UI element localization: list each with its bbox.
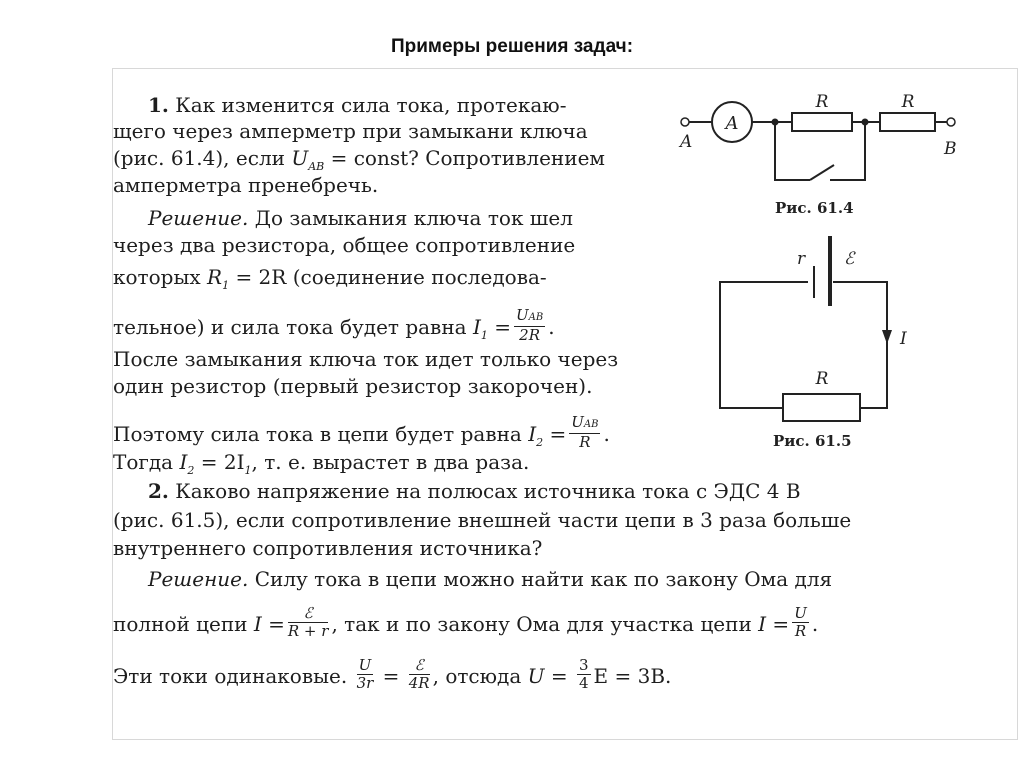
problem1-solution-line2: через два резистора, общее сопротивление (113, 233, 576, 257)
emf-label: ℰ (844, 249, 855, 269)
problem1-line4: амперметра пренебречь. (113, 173, 379, 197)
wire-right-loop (833, 282, 887, 408)
fraction-3-4: $\frac{3}{4}$ (578, 656, 589, 692)
ammeter-label: A (725, 113, 739, 134)
problem1-line1: 1. Как изменится сила тока, протекаю- (148, 93, 567, 117)
wire-left-loop (720, 282, 808, 408)
resistor-2 (880, 113, 935, 131)
problem2-line3: внутреннего сопротивления источника? (113, 536, 543, 560)
terminal-a (681, 118, 689, 126)
fraction-emf-4r: $\frac{\text{ℰ}}{4R}$ (408, 656, 430, 692)
problem1-solution-line5: После замыкания ключа ток идет только через (113, 347, 619, 371)
external-resistor-label: R (815, 369, 829, 389)
problem1-line2: щего через амперметр при замыкани ключа (113, 119, 588, 143)
problem2-line1: 2. Каково напряжение на полюсах источника тока с ЭДС 4 В (148, 479, 801, 503)
problem1-solution-line4: тельное) и сила тока будет равна $I_1$ = $\frac{\text{UAB}}{2R}$ . (113, 306, 555, 344)
problem1-solution-line3: которых $R_1 = 2R$ (соединение последова- (113, 265, 547, 292)
resistor-2-label: R (901, 92, 915, 112)
terminal-b (947, 118, 955, 126)
figure-61-4-caption: Рис. 61.4 (775, 199, 854, 217)
external-resistor (783, 394, 860, 421)
fraction-u-3r: $\frac{U}{3r}$ (356, 656, 374, 692)
fraction-uab-2r: $\frac{\text{UAB}}{2R}$ (515, 306, 544, 344)
fraction-uab-r: $\frac{\text{UAB}}{R}$ (571, 413, 599, 451)
figure-61-5-caption: Рис. 61.5 (773, 432, 852, 450)
problem2-line2: (рис. 61.5), если сопротивление внешней части цепи в 3 раза больше (113, 508, 852, 532)
problem2-solution-line1: Решение. Силу тока в цепи можно найти как по закону Ома для (148, 567, 833, 591)
problem1-solution-line1: Решение. До замыкания ключа ток шел (148, 206, 573, 230)
problem2-solution-line2: полной цепи I = $\frac{\text{ℰ}}{R + r}$ , так и по закону Ома для участка цепи I = $\frac{U}{R}$ . (113, 604, 819, 640)
fraction-u-r: $\frac{U}{R}$ (794, 604, 807, 640)
figure-61-5-circuit (705, 232, 905, 422)
resistor-1-label: R (815, 92, 829, 112)
problem1-line3: (рис. 61.4), если $U_{AB}$ = const? Сопротивлением (113, 146, 605, 173)
current-arrow (882, 330, 892, 344)
problem1-solution-line7: Поэтому сила тока в цепи будет равна $I_2$ = $\frac{\text{UAB}}{R}$ . (113, 413, 610, 451)
junction-right (862, 119, 869, 126)
problem2-solution-line3: Эти токи одинаковые. $\frac{U}{3r}$ = $\frac{\text{ℰ}}{4R}$ , отсюда U = $\frac{3}{4}$ E = 3B. (113, 656, 672, 692)
key-switch (810, 165, 834, 180)
figure-61-4-circuit (670, 85, 970, 200)
problem1-solution-line8: Тогда $I_2 = 2I_1$, т. е. вырастет в два раза. (113, 450, 530, 477)
terminal-b-label: B (944, 139, 957, 159)
slide-title: Примеры решения задач: (390, 36, 634, 57)
terminal-a-label: A (680, 132, 693, 152)
internal-resistance-label: r (797, 249, 806, 269)
junction-left (772, 119, 779, 126)
fraction-emf-r-plus-r: $\frac{\text{ℰ}}{R + r}$ (287, 604, 329, 640)
current-label: I (900, 329, 907, 349)
problem1-solution-line6: один резистор (первый резистор закорочен). (113, 374, 593, 398)
resistor-1 (792, 113, 852, 131)
